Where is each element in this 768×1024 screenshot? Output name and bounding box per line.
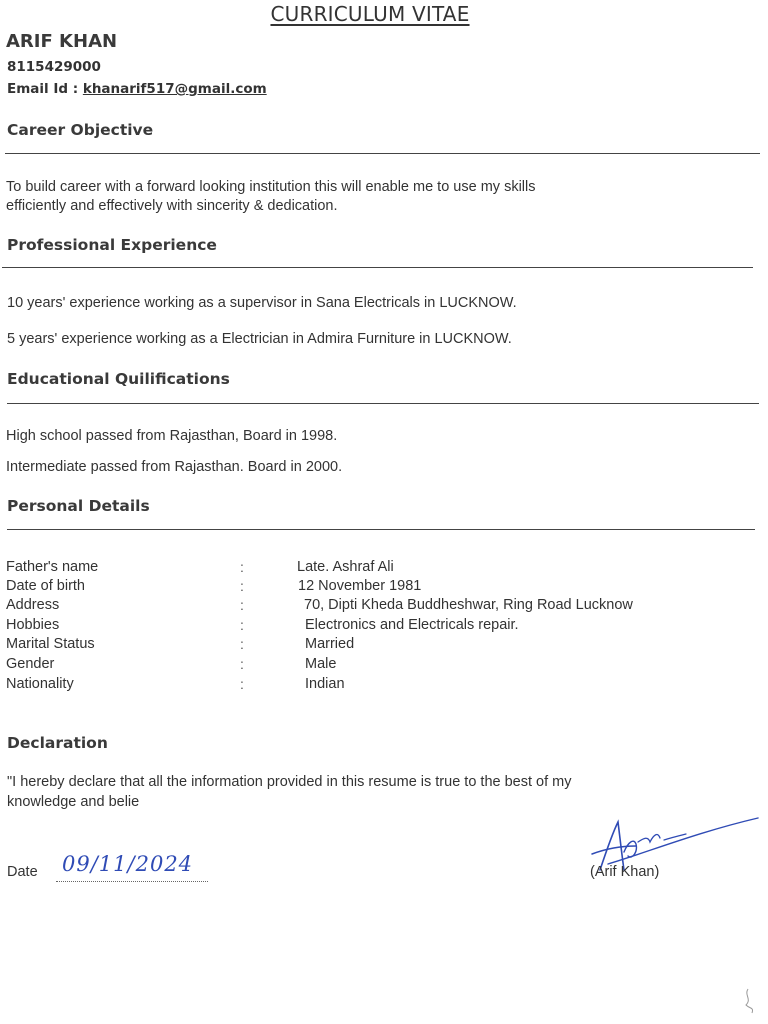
experience-rule [2, 267, 753, 268]
gender-colon: : [240, 656, 244, 672]
signer-name: (Arif Khan) [590, 864, 660, 880]
education-item-2: Intermediate passed from Rajasthan. Board in 2000. [6, 459, 343, 475]
gender-value: Male [305, 656, 337, 672]
career-objective-heading: Career Objective [7, 121, 154, 139]
declaration-line-1: "I hereby declare that all the information provided in this resume is true to the best of my [7, 774, 572, 790]
father-name-colon: : [240, 559, 244, 575]
gender-label: Gender [6, 656, 55, 672]
career-objective-rule [5, 153, 760, 154]
nationality-label: Nationality [6, 676, 74, 692]
phone-number: 8115429000 [7, 59, 101, 75]
declaration-line-2: knowledge and belie [7, 794, 140, 810]
handwritten-date: 09/11/2024 [62, 852, 194, 876]
hobbies-label: Hobbies [6, 617, 60, 633]
nationality-colon: : [240, 676, 244, 692]
personal-details-heading: Personal Details [7, 497, 150, 515]
father-name-label: Father's name [6, 559, 99, 575]
email-row [7, 81, 267, 97]
education-item-1: High school passed from Rajasthan, Board in 1998. [6, 428, 338, 444]
scan-artifact-icon [740, 985, 760, 1015]
marital-status-label: Marital Status [6, 636, 95, 652]
address-label: Address [6, 597, 60, 613]
date-label: Date [7, 864, 38, 880]
address-colon: : [240, 597, 244, 613]
document-title: CURRICULUM VITAE [270, 2, 470, 26]
education-rule [7, 403, 759, 404]
experience-item-2: 5 years' experience working as a Electrician in Admira Furniture in LUCKNOW. [7, 331, 512, 347]
nationality-value: Indian [305, 676, 345, 692]
applicant-name: ARIF KHAN [6, 31, 118, 52]
career-objective-line-2: efficiently and effectively with sincerity & dedication. [6, 198, 338, 214]
email-link[interactable]: khanarif517@gmail.com [82, 81, 267, 97]
personal-details-rule [7, 529, 755, 530]
dob-colon: : [240, 578, 244, 594]
father-name-value: Late. Ashraf Ali [297, 559, 394, 575]
career-objective-line-1: To build career with a forward looking institution this will enable me to use my skills [6, 179, 536, 195]
hobbies-value: Electronics and Electricals repair. [305, 617, 519, 633]
education-heading: Educational Quilifications [7, 370, 230, 388]
experience-heading: Professional Experience [7, 236, 217, 254]
dob-label: Date of birth [6, 578, 85, 594]
dob-value: 12 November 1981 [298, 578, 422, 594]
experience-item-1: 10 years' experience working as a supervisor in Sana Electricals in LUCKNOW. [7, 295, 517, 311]
marital-status-value: Married [305, 636, 355, 652]
marital-status-colon: : [240, 636, 244, 652]
declaration-heading: Declaration [7, 734, 108, 752]
email-label: Email Id : [7, 81, 83, 97]
hobbies-colon: : [240, 617, 244, 633]
address-value: 70, Dipti Kheda Buddheshwar, Ring Road Lucknow [304, 597, 633, 613]
date-dotted-line [56, 881, 208, 882]
